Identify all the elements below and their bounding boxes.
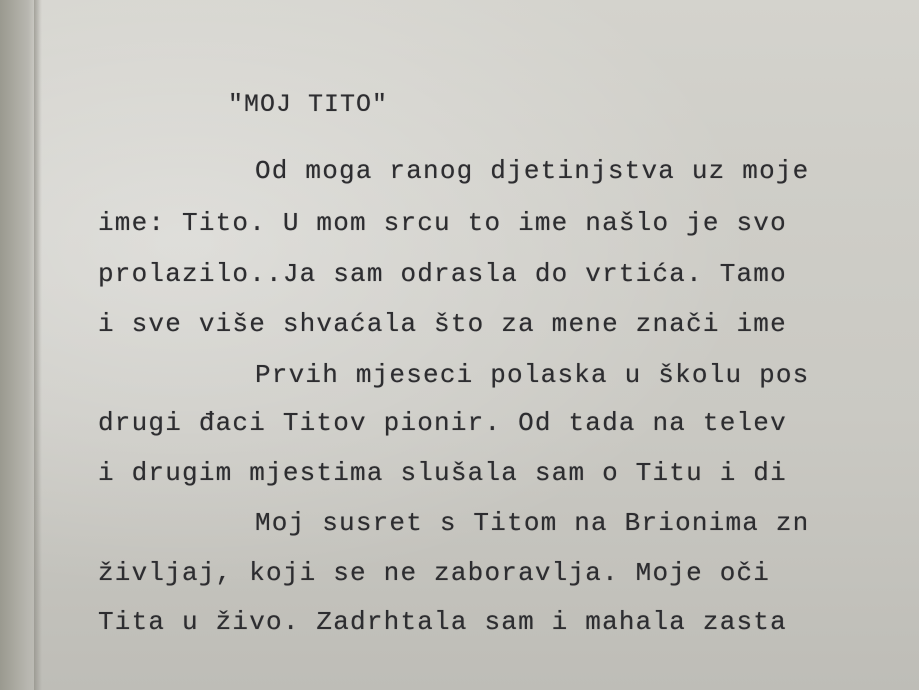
text-line-6: drugi đaci Titov pionir. Od tada na telev <box>98 408 787 438</box>
text-line-8: Moj susret s Titom na Brionima zn <box>255 508 810 538</box>
text-line-3: prolazilo..Ja sam odrasla do vrtića. Tamo <box>98 259 787 289</box>
text-line-10: Tita u živo. Zadrhtala sam i mahala zasta <box>98 607 787 637</box>
text-line-4: i sve više shvaćala što za mene znači ime <box>98 309 787 339</box>
text-line-2: ime: Tito. U mom srcu to ime našlo je svo <box>98 208 787 238</box>
text-line-7: i drugim mjestima slušala sam o Titu i di <box>98 458 787 488</box>
text-line-1: Od moga ranog djetinjstva uz moje <box>255 156 810 186</box>
page-fold <box>34 0 42 690</box>
document-title: "MOJ TITO" <box>228 90 389 119</box>
text-line-5: Prvih mjeseci polaska u školu pos <box>255 360 810 390</box>
text-line-9: življaj, koji se ne zaboravlja. Moje oči <box>98 558 771 588</box>
